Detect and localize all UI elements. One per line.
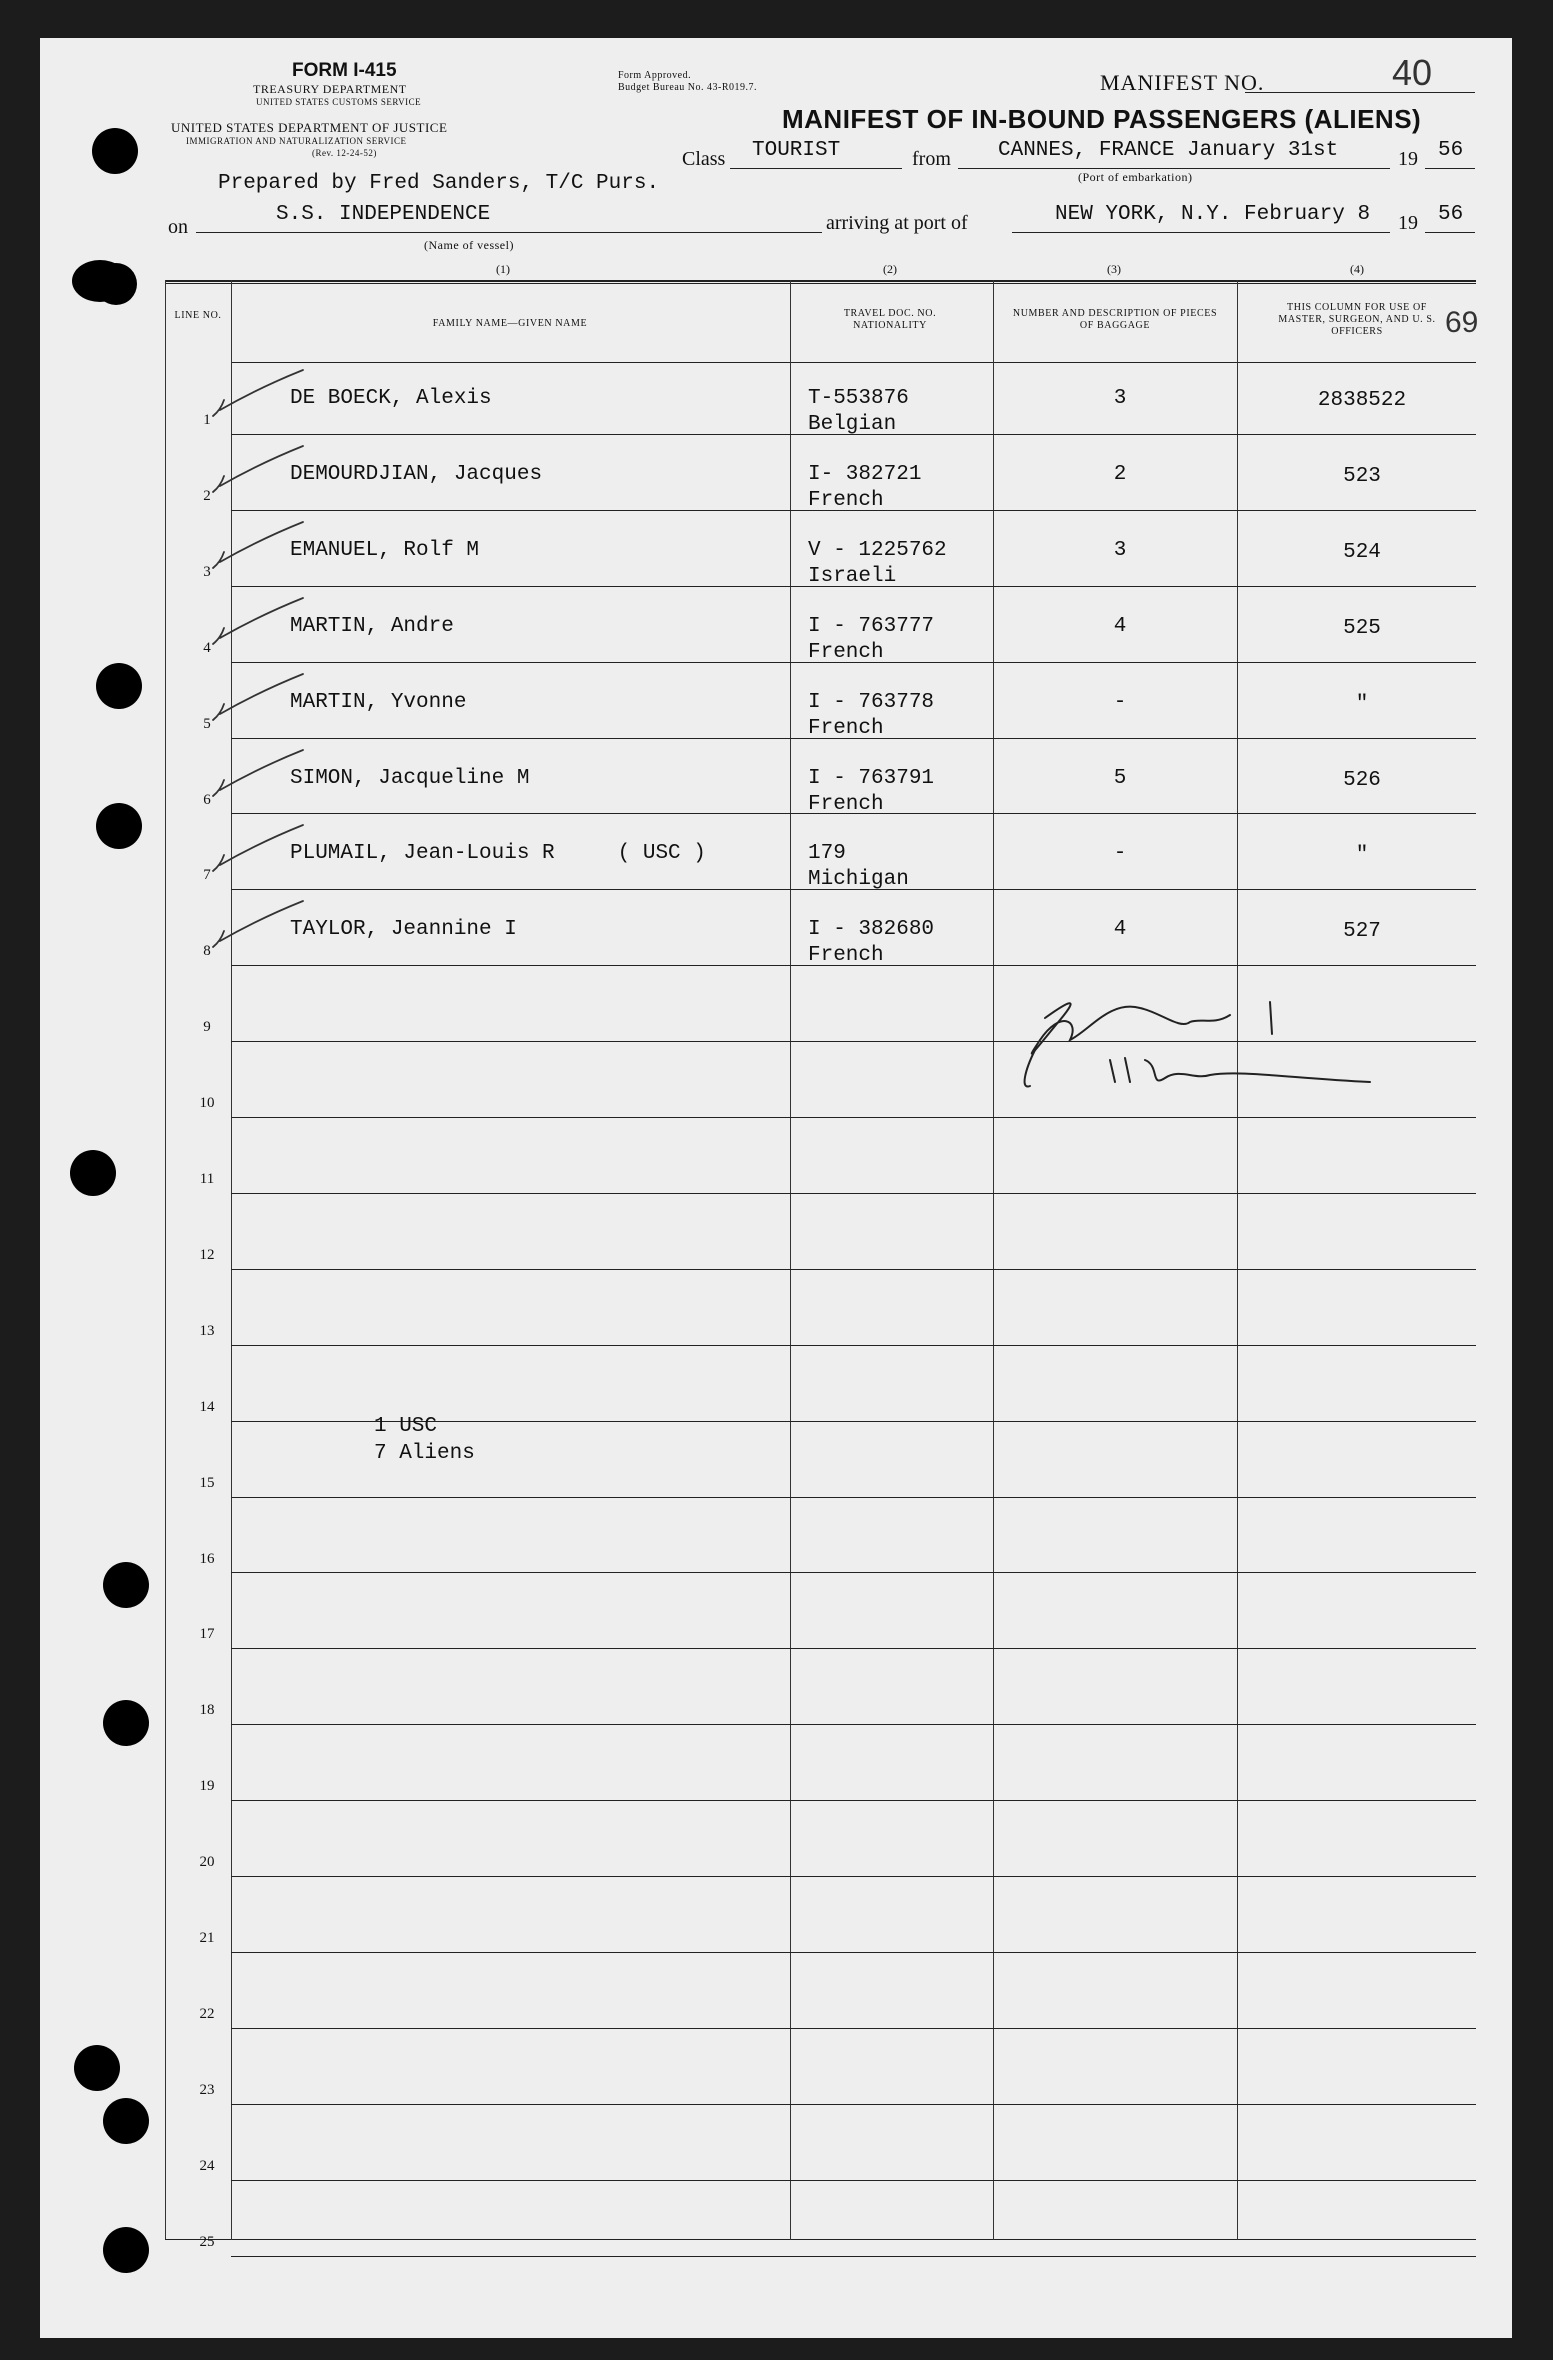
line-number: 14 bbox=[199, 1398, 215, 1415]
on-label: on bbox=[168, 216, 188, 238]
row-divider bbox=[231, 1800, 1476, 1801]
header-officers: THIS COLUMN FOR USE OF MASTER, SURGEON, AND U. S. OFFICERS bbox=[1278, 302, 1436, 337]
row-divider bbox=[231, 1497, 1476, 1498]
budget-bureau: Budget Bureau No. 43-R019.7. bbox=[618, 82, 757, 93]
manifest-title: MANIFEST OF IN-BOUND PASSENGERS (ALIENS) bbox=[782, 104, 1422, 134]
travel-doc-no: T-553876 bbox=[808, 387, 909, 410]
passenger-name: MARTIN, Yvonne bbox=[290, 690, 467, 714]
binder-hole bbox=[103, 2227, 149, 2273]
binder-hole bbox=[96, 663, 142, 709]
vessel-caption: (Name of vessel) bbox=[424, 238, 514, 252]
travel-doc-no: I- 382721 bbox=[808, 462, 922, 486]
row-divider bbox=[231, 1952, 1476, 1953]
officer-number: 523 bbox=[1343, 464, 1381, 488]
form-approved: Form Approved. bbox=[618, 70, 692, 81]
travel-doc-no: 179 bbox=[808, 842, 846, 866]
embarkation-year: 56 bbox=[1438, 139, 1464, 162]
row-divider bbox=[231, 2104, 1476, 2105]
header-baggage: NUMBER AND DESCRIPTION OF PIECES OF BAGGAGE bbox=[1012, 308, 1218, 331]
travel-doc-no: I - 763777 bbox=[808, 614, 935, 638]
manifest-no: 40 bbox=[1392, 52, 1433, 93]
col-number: (3) bbox=[1107, 262, 1121, 276]
nationality: French bbox=[808, 792, 884, 816]
summary-usc: 1 USC bbox=[374, 1415, 438, 1438]
col-number: (2) bbox=[883, 262, 897, 276]
from-label: from bbox=[912, 148, 951, 170]
officer-number: 525 bbox=[1343, 616, 1381, 640]
row-divider bbox=[231, 1345, 1476, 1346]
ins-service: IMMIGRATION AND NATURALIZATION SERVICE bbox=[186, 136, 407, 146]
line-number: 19 bbox=[199, 1778, 215, 1795]
baggage-count: 2 bbox=[1113, 462, 1127, 486]
nationality: Michigan bbox=[808, 868, 909, 892]
line-number: 7 bbox=[203, 867, 211, 884]
line-number: 2 bbox=[203, 487, 211, 504]
arrival-year-prefix: 19 bbox=[1398, 212, 1418, 234]
nationality: French bbox=[808, 640, 884, 664]
nationality: Israeli bbox=[808, 564, 897, 588]
embarkation-port: CANNES, FRANCE January 31st bbox=[998, 139, 1339, 162]
line-number: 3 bbox=[203, 563, 211, 580]
officer-number: 524 bbox=[1343, 540, 1381, 564]
check-mark bbox=[208, 670, 308, 730]
row-divider bbox=[231, 2256, 1476, 2257]
baggage-count: 4 bbox=[1113, 918, 1127, 942]
check-mark bbox=[208, 366, 308, 426]
year-prefix: 19 bbox=[1398, 148, 1418, 170]
nationality: Belgian bbox=[808, 413, 897, 436]
line-number: 18 bbox=[199, 1702, 215, 1719]
line-number: 10 bbox=[199, 1095, 215, 1112]
class-value: TOURIST bbox=[752, 139, 841, 162]
nationality: French bbox=[808, 716, 884, 740]
row-divider bbox=[231, 1041, 1476, 1042]
col-number: (1) bbox=[496, 262, 510, 276]
line-number: 13 bbox=[199, 1322, 215, 1339]
line-number: 8 bbox=[203, 943, 211, 960]
header-line-no: LINE NO. bbox=[174, 310, 222, 321]
officer-mark: 69 bbox=[1445, 306, 1479, 339]
travel-doc-no: I - 763778 bbox=[808, 690, 935, 714]
row-divider bbox=[231, 1876, 1476, 1877]
row-divider bbox=[231, 2180, 1476, 2181]
travel-doc-no: I - 763791 bbox=[808, 766, 935, 790]
line-number: 22 bbox=[199, 2005, 215, 2022]
line-number: 24 bbox=[199, 2157, 215, 2174]
treasury-dept: TREASURY DEPARTMENT bbox=[253, 82, 407, 96]
class-label: Class bbox=[682, 148, 726, 170]
line-number: 15 bbox=[199, 1474, 215, 1491]
travel-doc-no: I - 382680 bbox=[808, 918, 935, 942]
line-number: 17 bbox=[199, 1626, 215, 1643]
check-mark bbox=[208, 594, 308, 654]
check-mark bbox=[208, 518, 308, 578]
vessel-name: S.S. INDEPENDENCE bbox=[276, 203, 491, 226]
officer-number: " bbox=[1355, 692, 1369, 716]
binder-hole bbox=[92, 128, 138, 174]
baggage-count: 4 bbox=[1113, 614, 1127, 638]
officer-number: 526 bbox=[1343, 768, 1381, 792]
header-travel-doc: TRAVEL DOC. NO. NATIONALITY bbox=[843, 308, 937, 331]
line-number: 20 bbox=[199, 1854, 215, 1871]
binder-hole bbox=[70, 1150, 116, 1196]
check-mark bbox=[208, 442, 308, 502]
line-number: 5 bbox=[203, 715, 211, 732]
row-divider bbox=[231, 1572, 1476, 1573]
baggage-count: 3 bbox=[1113, 387, 1127, 410]
binder-hole bbox=[103, 1562, 149, 1608]
prepared-by: Prepared by Fred Sanders, T/C Purs. bbox=[218, 172, 660, 195]
nationality: French bbox=[808, 944, 884, 968]
line-number: 11 bbox=[199, 1171, 215, 1187]
customs-service: UNITED STATES CUSTOMS SERVICE bbox=[256, 97, 422, 107]
row-divider bbox=[231, 1117, 1476, 1118]
col-number: (4) bbox=[1350, 262, 1364, 276]
line-number: 12 bbox=[199, 1246, 215, 1263]
line-number: 4 bbox=[203, 639, 211, 656]
port-embark-caption: (Port of embarkation) bbox=[1078, 170, 1193, 184]
passenger-name: DE BOECK, Alexis bbox=[290, 387, 492, 410]
officer-number: " bbox=[1355, 844, 1369, 868]
passenger-name: EMANUEL, Rolf M bbox=[290, 538, 480, 562]
binder-hole bbox=[74, 2045, 120, 2091]
line-number: 21 bbox=[199, 1930, 215, 1946]
form-revision: (Rev. 12-24-52) bbox=[312, 148, 377, 158]
passenger-name: MARTIN, Andre bbox=[290, 614, 454, 638]
officer-number: 527 bbox=[1343, 920, 1381, 944]
passenger-name: PLUMAIL, Jean-Louis R ( USC ) bbox=[290, 842, 706, 866]
baggage-count: 3 bbox=[1113, 538, 1127, 562]
binder-hole bbox=[103, 2098, 149, 2144]
officer-number: 2838522 bbox=[1317, 389, 1407, 412]
nationality: French bbox=[808, 488, 884, 512]
form-number: FORM I-415 bbox=[292, 60, 397, 81]
travel-doc-no: V - 1225762 bbox=[808, 538, 947, 562]
arrival-port: NEW YORK, N.Y. February 8 bbox=[1055, 203, 1371, 226]
line-number: 6 bbox=[203, 791, 211, 808]
passenger-name: TAYLOR, Jeannine I bbox=[290, 918, 517, 942]
check-mark bbox=[208, 821, 308, 881]
baggage-count: 5 bbox=[1113, 766, 1127, 790]
line-number: 1 bbox=[203, 412, 211, 428]
header-name: FAMILY NAME—GIVEN NAME bbox=[432, 318, 588, 329]
row-divider bbox=[231, 1193, 1476, 1194]
row-divider bbox=[231, 1724, 1476, 1725]
arriving-label: arriving at port of bbox=[826, 212, 968, 234]
line-number: 9 bbox=[203, 1019, 211, 1036]
binder-hole bbox=[95, 263, 137, 305]
passenger-name: DEMOURDJIAN, Jacques bbox=[290, 462, 543, 486]
line-number: 16 bbox=[199, 1550, 215, 1567]
binder-hole bbox=[103, 1700, 149, 1746]
check-mark bbox=[208, 746, 308, 806]
row-divider bbox=[231, 2028, 1476, 2029]
arrival-year: 56 bbox=[1438, 203, 1464, 226]
binder-hole bbox=[96, 803, 142, 849]
check-mark bbox=[208, 897, 308, 957]
row-divider bbox=[231, 1269, 1476, 1270]
row-divider bbox=[231, 1648, 1476, 1649]
line-number: 25 bbox=[199, 2233, 215, 2250]
baggage-count: - bbox=[1113, 690, 1127, 714]
justice-dept: UNITED STATES DEPARTMENT OF JUSTICE bbox=[171, 120, 448, 135]
manifest-no-label: MANIFEST NO. bbox=[1100, 70, 1265, 95]
baggage-count: - bbox=[1113, 842, 1127, 866]
line-number: 23 bbox=[199, 2081, 215, 2098]
summary-aliens: 7 Aliens bbox=[374, 1442, 475, 1465]
passenger-name: SIMON, Jacqueline M bbox=[290, 766, 530, 790]
